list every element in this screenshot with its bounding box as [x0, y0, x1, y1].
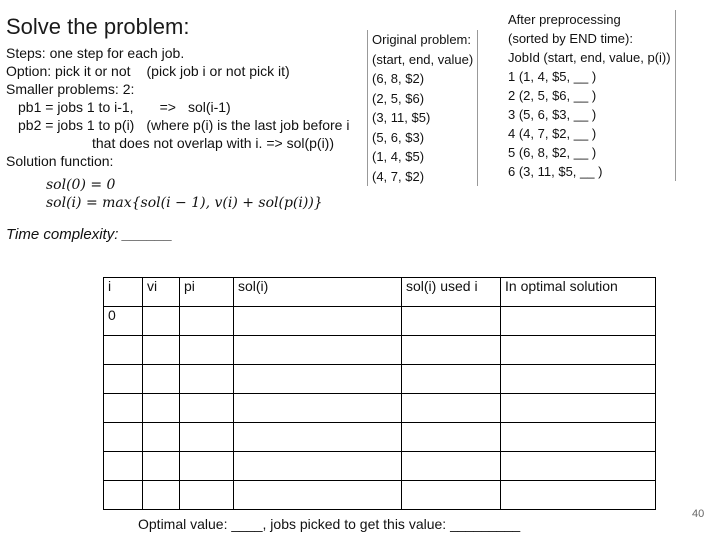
table-row	[104, 307, 656, 336]
steps-line: Steps: one step for each job.	[6, 45, 185, 61]
header-sol-used: sol(i) used i	[402, 278, 501, 307]
optimal-value-line: Optimal value: ____, jobs picked to get this value: _________	[138, 516, 521, 532]
original-row: (2, 5, $6)	[372, 90, 425, 106]
option-line: Option: pick it or not (pick job i or not pick it)	[6, 63, 290, 79]
preprocessed-box	[503, 10, 676, 181]
solution-table	[103, 277, 656, 510]
original-row: (4, 7, $2)	[372, 168, 425, 184]
row-i: 0	[104, 307, 143, 336]
after-row: 6 (3, 11, $5, __ )	[508, 164, 603, 179]
header-optimal: In optimal solution	[501, 278, 656, 307]
after-row: 3 (5, 6, $3, __ )	[508, 107, 597, 122]
slide-title: Solve the problem:	[6, 14, 190, 39]
smaller-problems-line: Smaller problems: 2:	[6, 81, 135, 97]
time-complexity: Time complexity: ______	[6, 226, 173, 243]
header-sol: sol(i)	[234, 278, 402, 307]
steps-block	[6, 44, 349, 170]
original-row: (6, 8, $2)	[372, 71, 425, 86]
original-row: (5, 6, $3)	[372, 129, 425, 145]
table-row	[104, 365, 656, 394]
header-vi: vi	[143, 278, 180, 307]
after-row: 5 (6, 8, $2, __ )	[508, 145, 597, 160]
header-pi: pi	[180, 278, 234, 307]
solution-function-label: Solution function:	[6, 153, 114, 169]
pb2-line: pb2 = jobs 1 to p(i) (where p(i) is the last job before i	[18, 117, 350, 133]
page-number: 40	[692, 508, 705, 520]
after-subheader: (sorted by END time):	[508, 31, 633, 46]
after-header: After preprocessing	[508, 12, 621, 27]
table-row	[104, 481, 656, 510]
after-row: 2 (2, 5, $6, __ )	[508, 88, 597, 103]
original-row: (3, 11, $5)	[372, 110, 431, 125]
after-columns: JobId (start, end, value, p(i))	[508, 50, 671, 65]
table-row	[104, 423, 656, 452]
original-header: Original problem:	[372, 32, 471, 47]
after-row: 1 (1, 4, $5, __ )	[508, 69, 597, 84]
original-problem-box	[367, 30, 478, 186]
pb2-continuation: that does not overlap with i. => sol(p(i))	[92, 135, 335, 151]
table-row	[104, 394, 656, 423]
after-row: 4 (4, 7, $2, __ )	[508, 126, 597, 141]
recurrence: sol(i) = max{sol(i − 1), v(i) + sol(p(i))}	[46, 195, 323, 211]
table-row	[104, 336, 656, 365]
table-header-row	[104, 278, 656, 307]
pb1-line: pb1 = jobs 1 to i-1, => sol(i-1)	[18, 99, 231, 115]
original-row: (1, 4, $5)	[372, 149, 425, 164]
base-case: sol(0) = 0	[46, 177, 116, 193]
header-i: i	[104, 278, 143, 307]
original-columns: (start, end, value)	[372, 51, 474, 67]
recurrence-formula	[46, 176, 323, 212]
table-row	[104, 452, 656, 481]
